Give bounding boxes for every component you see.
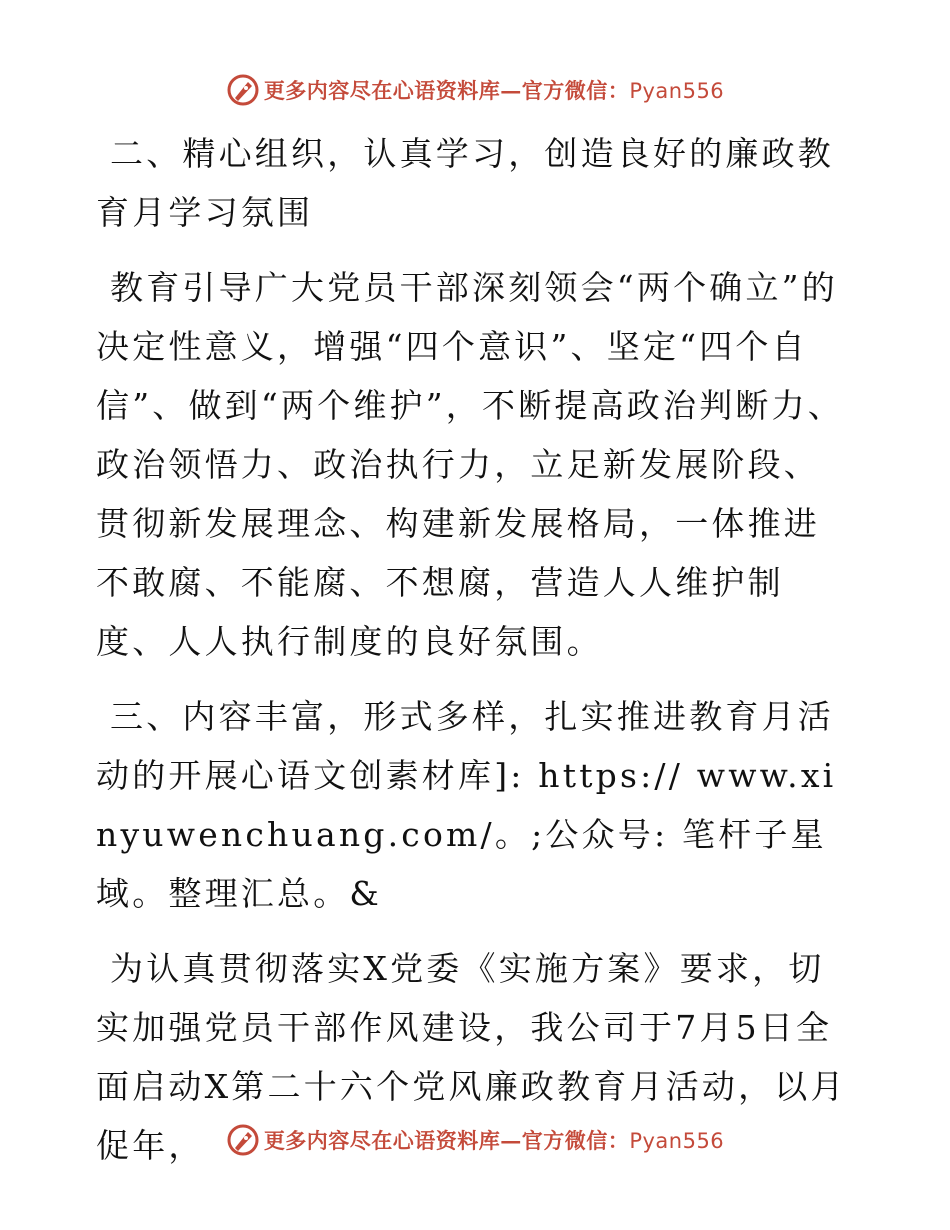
section-heading-2: 二、精心组织，认真学习，创造良好的廉政教育月学习氛围 <box>96 134 834 232</box>
paragraph: 为认真贯彻落实X党委《实施方案》要求，切实加强党员干部作风建设，我公司于7月5日全面启动X第二十六个党风廉政教育月活动，以月促年， <box>96 949 847 1165</box>
header-banner <box>0 70 950 110</box>
footer-banner <box>0 1120 950 1160</box>
section-heading-3: 三、内容丰富，形式多样，扎实推进教育月活动的开展心语文创素材库]: https:// www.xinyuwenchuang.com/。;公众号: 笔杆子星域。整理汇总。& <box>96 697 837 913</box>
paragraph: 教育引导广大党员干部深刻领会“两个确立”的决定性意义，增强“四个意识”、坚定“四个自信”、做到“两个维护”，不断提高政治判断力、政治领悟力、政治执行力，立足新发展阶段、贯彻新发展理念、构建新发展格局，一体推进不敢腐、不能腐、不想腐，营造人人维护制度、人人执行制度的良好氛围。 <box>96 268 845 661</box>
banner-text: 更多内容尽在心语资料库—官方微信：Pyan556 <box>263 1128 725 1153</box>
pen-nib-seal-icon <box>226 1123 260 1157</box>
wechat-id: Pyan556 <box>629 1129 725 1153</box>
wechat-id: Pyan556 <box>629 79 725 103</box>
pen-nib-seal-icon <box>226 73 260 107</box>
banner-text: 更多内容尽在心语资料库—官方微信：Pyan556 <box>263 78 725 103</box>
document-body <box>96 124 856 1191</box>
